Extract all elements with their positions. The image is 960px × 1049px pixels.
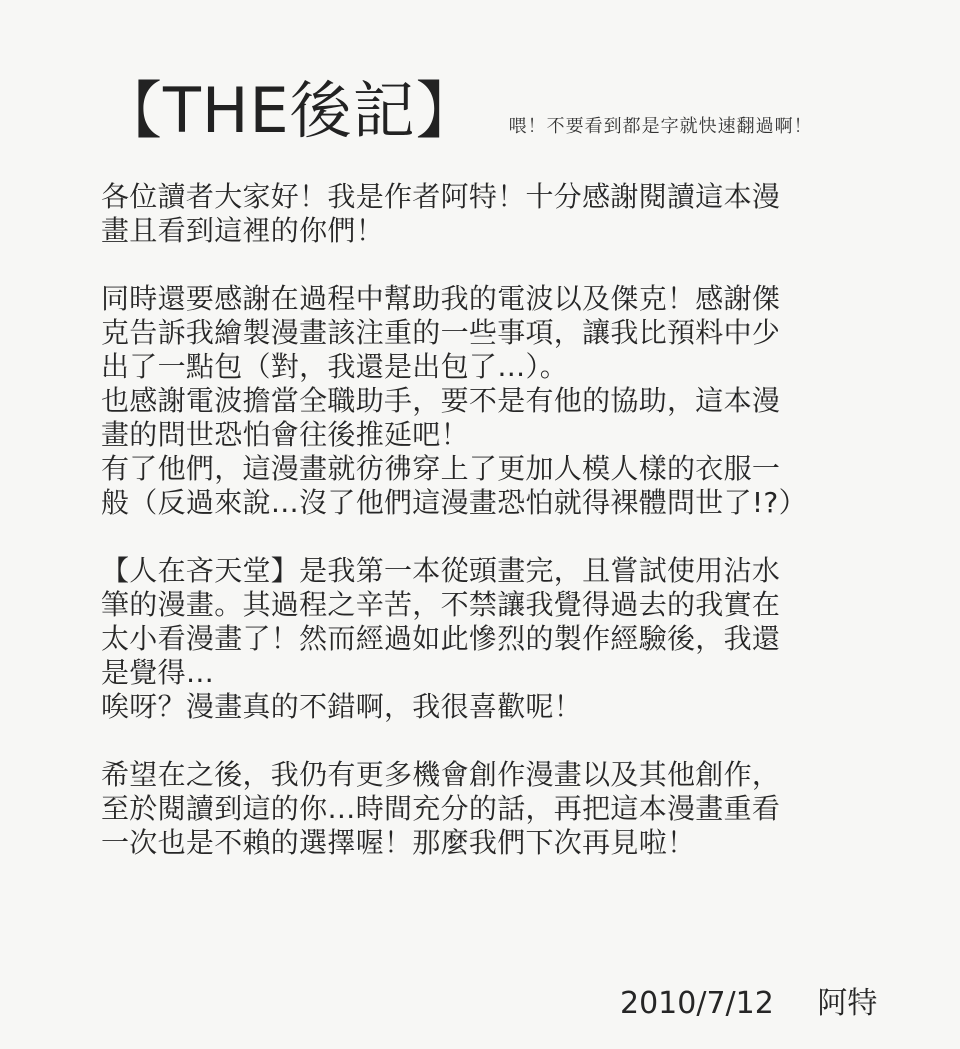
- header: [100, 74, 813, 147]
- text-line: 各位讀者大家好！我是作者阿特！十分感謝閱讀這本漫: [101, 180, 781, 213]
- text-line: 也感謝電波擔當全職助手，要不是有他的協助，這本漫: [101, 384, 781, 417]
- text-line: 希望在之後，我仍有更多機會創作漫畫以及其他創作，: [101, 758, 781, 791]
- text-line: 太小看漫畫了！然而經過如此慘烈的製作經驗後，我還: [101, 622, 781, 655]
- text-line: 畫且看到這裡的你們！: [101, 214, 385, 247]
- paragraph: [101, 554, 901, 724]
- text-line: 至於閱讀到這的你…時間充分的話，再把這本漫畫重看: [101, 792, 781, 825]
- page-title: 【THE後記】: [100, 74, 479, 147]
- text-line: 【人在吝天堂】是我第一本從頭畫完，且嘗試使用沾水: [101, 554, 781, 587]
- paragraph: [101, 758, 901, 860]
- page-subtitle: 喂！不要看到都是字就快速翻過啊！: [508, 116, 813, 137]
- paragraph: [101, 180, 901, 248]
- text-line: 畫的問世恐怕會往後推延吧！: [101, 418, 469, 451]
- signature: [620, 978, 877, 1022]
- text-line: 出了一點包（對，我還是出包了…）。: [101, 350, 569, 383]
- text-line: 克告訴我繪製漫畫該注重的一些事項，讓我比預料中少: [101, 316, 781, 349]
- text-line: 同時還要感謝在過程中幫助我的電波以及傑克！感謝傑: [101, 282, 781, 315]
- text-line: 一次也是不賴的選擇喔！那麼我們下次再見啦！: [101, 826, 696, 859]
- text-line: 唉呀？漫畫真的不錯啊，我很喜歡呢！: [101, 690, 583, 723]
- text-line: 般（反過來說…沒了他們這漫畫恐怕就得裸體問世了!?）: [101, 486, 807, 519]
- text-line: 是覺得…: [101, 656, 215, 689]
- body-text: [101, 180, 901, 860]
- signature-author: 阿特: [817, 986, 878, 1021]
- text-line: 筆的漫畫。其過程之辛苦，不禁讓我覺得過去的我實在: [101, 588, 781, 621]
- paragraph: [101, 282, 901, 520]
- signature-date: 2010/7/12: [620, 986, 774, 1021]
- text-line: 有了他們，這漫畫就彷彿穿上了更加人模人樣的衣服一: [101, 452, 781, 485]
